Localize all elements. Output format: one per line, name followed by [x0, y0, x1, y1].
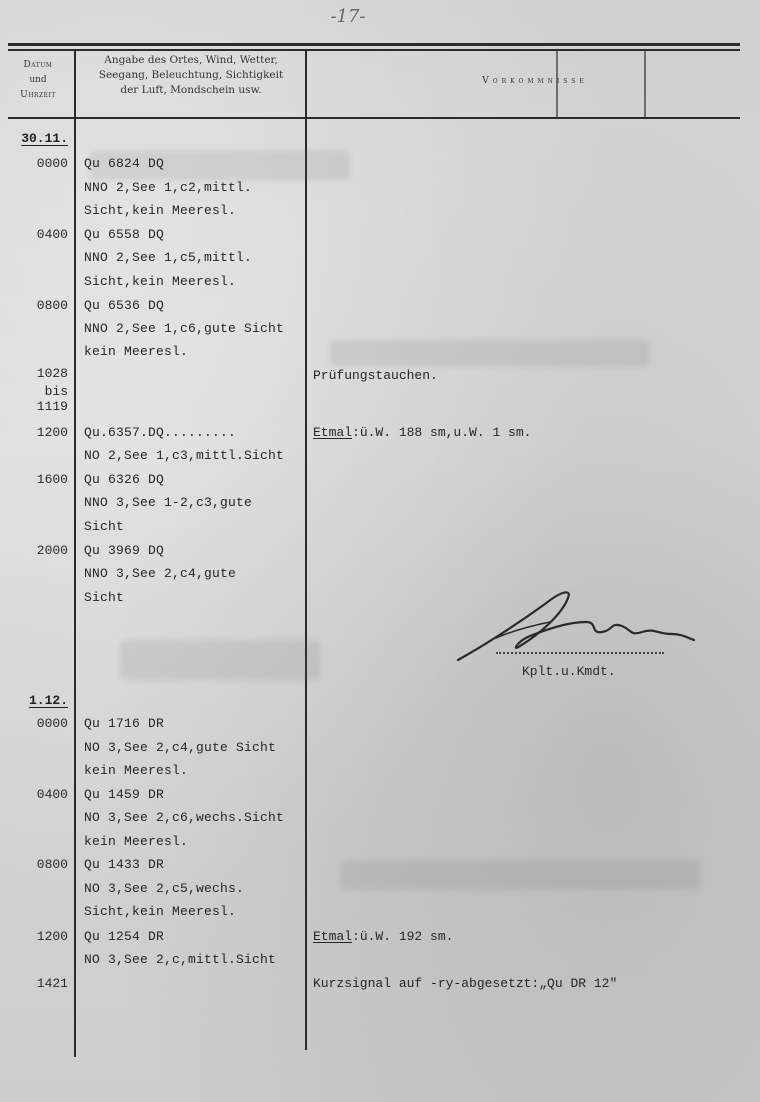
signature-dotted-line — [496, 652, 664, 654]
place-cell: Qu 6558 DQ — [84, 227, 165, 242]
header-angabe-line2: Seegang, Beleuchtung, Sichtigkeit — [98, 69, 284, 81]
header-datum-line3: Uhrzeit — [20, 90, 56, 100]
header-vorkommnisse: Vorkommnisse — [482, 76, 588, 86]
etmal-entry — [313, 929, 453, 944]
time-cell: 2000 — [36, 543, 68, 558]
header-datum-line2: und — [29, 75, 47, 85]
place-cell: NNO 3,See 1-2,c3,gute — [84, 495, 253, 510]
place-cell: Qu 6536 DQ — [84, 298, 165, 313]
etmal-label: Etmal — [313, 929, 353, 944]
time-cell: 1421 — [36, 976, 68, 991]
place-cell: Qu 1254 DR — [84, 929, 165, 944]
header-datum-line1: Datum — [23, 60, 53, 70]
place-cell: Qu 1433 DR — [84, 857, 165, 872]
place-cell: Sicht — [84, 519, 125, 534]
place-cell: Qu 1716 DR — [84, 716, 165, 731]
time-cell: 1600 — [36, 472, 68, 487]
place-cell: Sicht — [84, 590, 125, 605]
time-cell: 0800 — [36, 298, 68, 313]
place-cell: kein Meeresl. — [84, 763, 189, 778]
place-cell: NNO 3,See 2,c4,gute — [84, 566, 237, 581]
header-angabe-line3: der Luft, Mondschein usw. — [120, 84, 262, 96]
time-cell: bis — [44, 384, 68, 399]
time-cell: 0400 — [36, 787, 68, 802]
paper-smear — [340, 860, 700, 890]
place-cell: NO 3,See 2,c,mittl.Sicht — [84, 952, 277, 967]
place-cell: Sicht,kein Meeresl. — [84, 904, 237, 919]
place-cell: NNO 2,See 1,c6,gute Sicht — [84, 321, 285, 336]
date-label: 1.12. — [28, 693, 68, 708]
place-cell: Qu 6824 DQ — [84, 156, 165, 171]
header-datum — [8, 58, 68, 103]
column-divider-1 — [74, 50, 76, 1057]
place-cell: Qu 1459 DR — [84, 787, 165, 802]
place-cell: Qu.6357.DQ......... — [84, 425, 237, 440]
signature-scribble — [450, 582, 700, 672]
time-cell: 1119 — [36, 399, 68, 414]
header-angabe — [80, 53, 302, 98]
place-cell: NO 2,See 1,c3,mittl.Sicht — [84, 448, 285, 463]
time-cell: 0000 — [36, 716, 68, 731]
etmal-label: Etmal — [313, 425, 353, 440]
date-label: 30.11. — [21, 131, 68, 146]
event-cell: Prüfungstauchen. — [313, 368, 438, 383]
place-cell: Qu 3969 DQ — [84, 543, 165, 558]
place-cell: NNO 2,See 1,c5,mittl. — [84, 250, 253, 265]
place-cell: kein Meeresl. — [84, 834, 189, 849]
header-rule — [8, 117, 740, 119]
time-cell: 0800 — [36, 857, 68, 872]
top-rule — [8, 43, 740, 46]
time-cell: 0400 — [36, 227, 68, 242]
header-angabe-line1: Angabe des Ortes, Wind, Wetter, — [104, 54, 278, 66]
time-cell: 1200 — [36, 929, 68, 944]
place-cell: Qu 6326 DQ — [84, 472, 165, 487]
place-cell: kein Meeresl. — [84, 344, 189, 359]
place-cell: Sicht,kein Meeresl. — [84, 274, 237, 289]
place-cell: Sicht,kein Meeresl. — [84, 203, 237, 218]
paper-smear — [120, 640, 320, 680]
time-cell: 1200 — [36, 425, 68, 440]
paper-smear — [330, 340, 650, 366]
time-cell: 1028 — [36, 366, 68, 381]
place-cell: NO 3,See 2,c6,wechs.Sicht — [84, 810, 285, 825]
etmal-entry — [313, 425, 531, 440]
place-cell: NO 3,See 2,c5,wechs. — [84, 881, 245, 896]
signature-title: Kplt.u.Kmdt. — [522, 664, 616, 679]
event-cell: :ü.W. 188 sm,u.W. 1 sm. — [352, 425, 532, 440]
event-cell: :ü.W. 192 sm. — [352, 929, 454, 944]
page-number: -17- — [330, 6, 366, 27]
top-rule-thin — [8, 49, 740, 51]
event-cell: Kurzsignal auf -ry-abgesetzt:„Qu DR 12" — [313, 976, 618, 991]
place-cell: NO 3,See 2,c4,gute Sicht — [84, 740, 277, 755]
time-cell: 0000 — [36, 156, 68, 171]
place-cell: NNO 2,See 1,c2,mittl. — [84, 180, 253, 195]
